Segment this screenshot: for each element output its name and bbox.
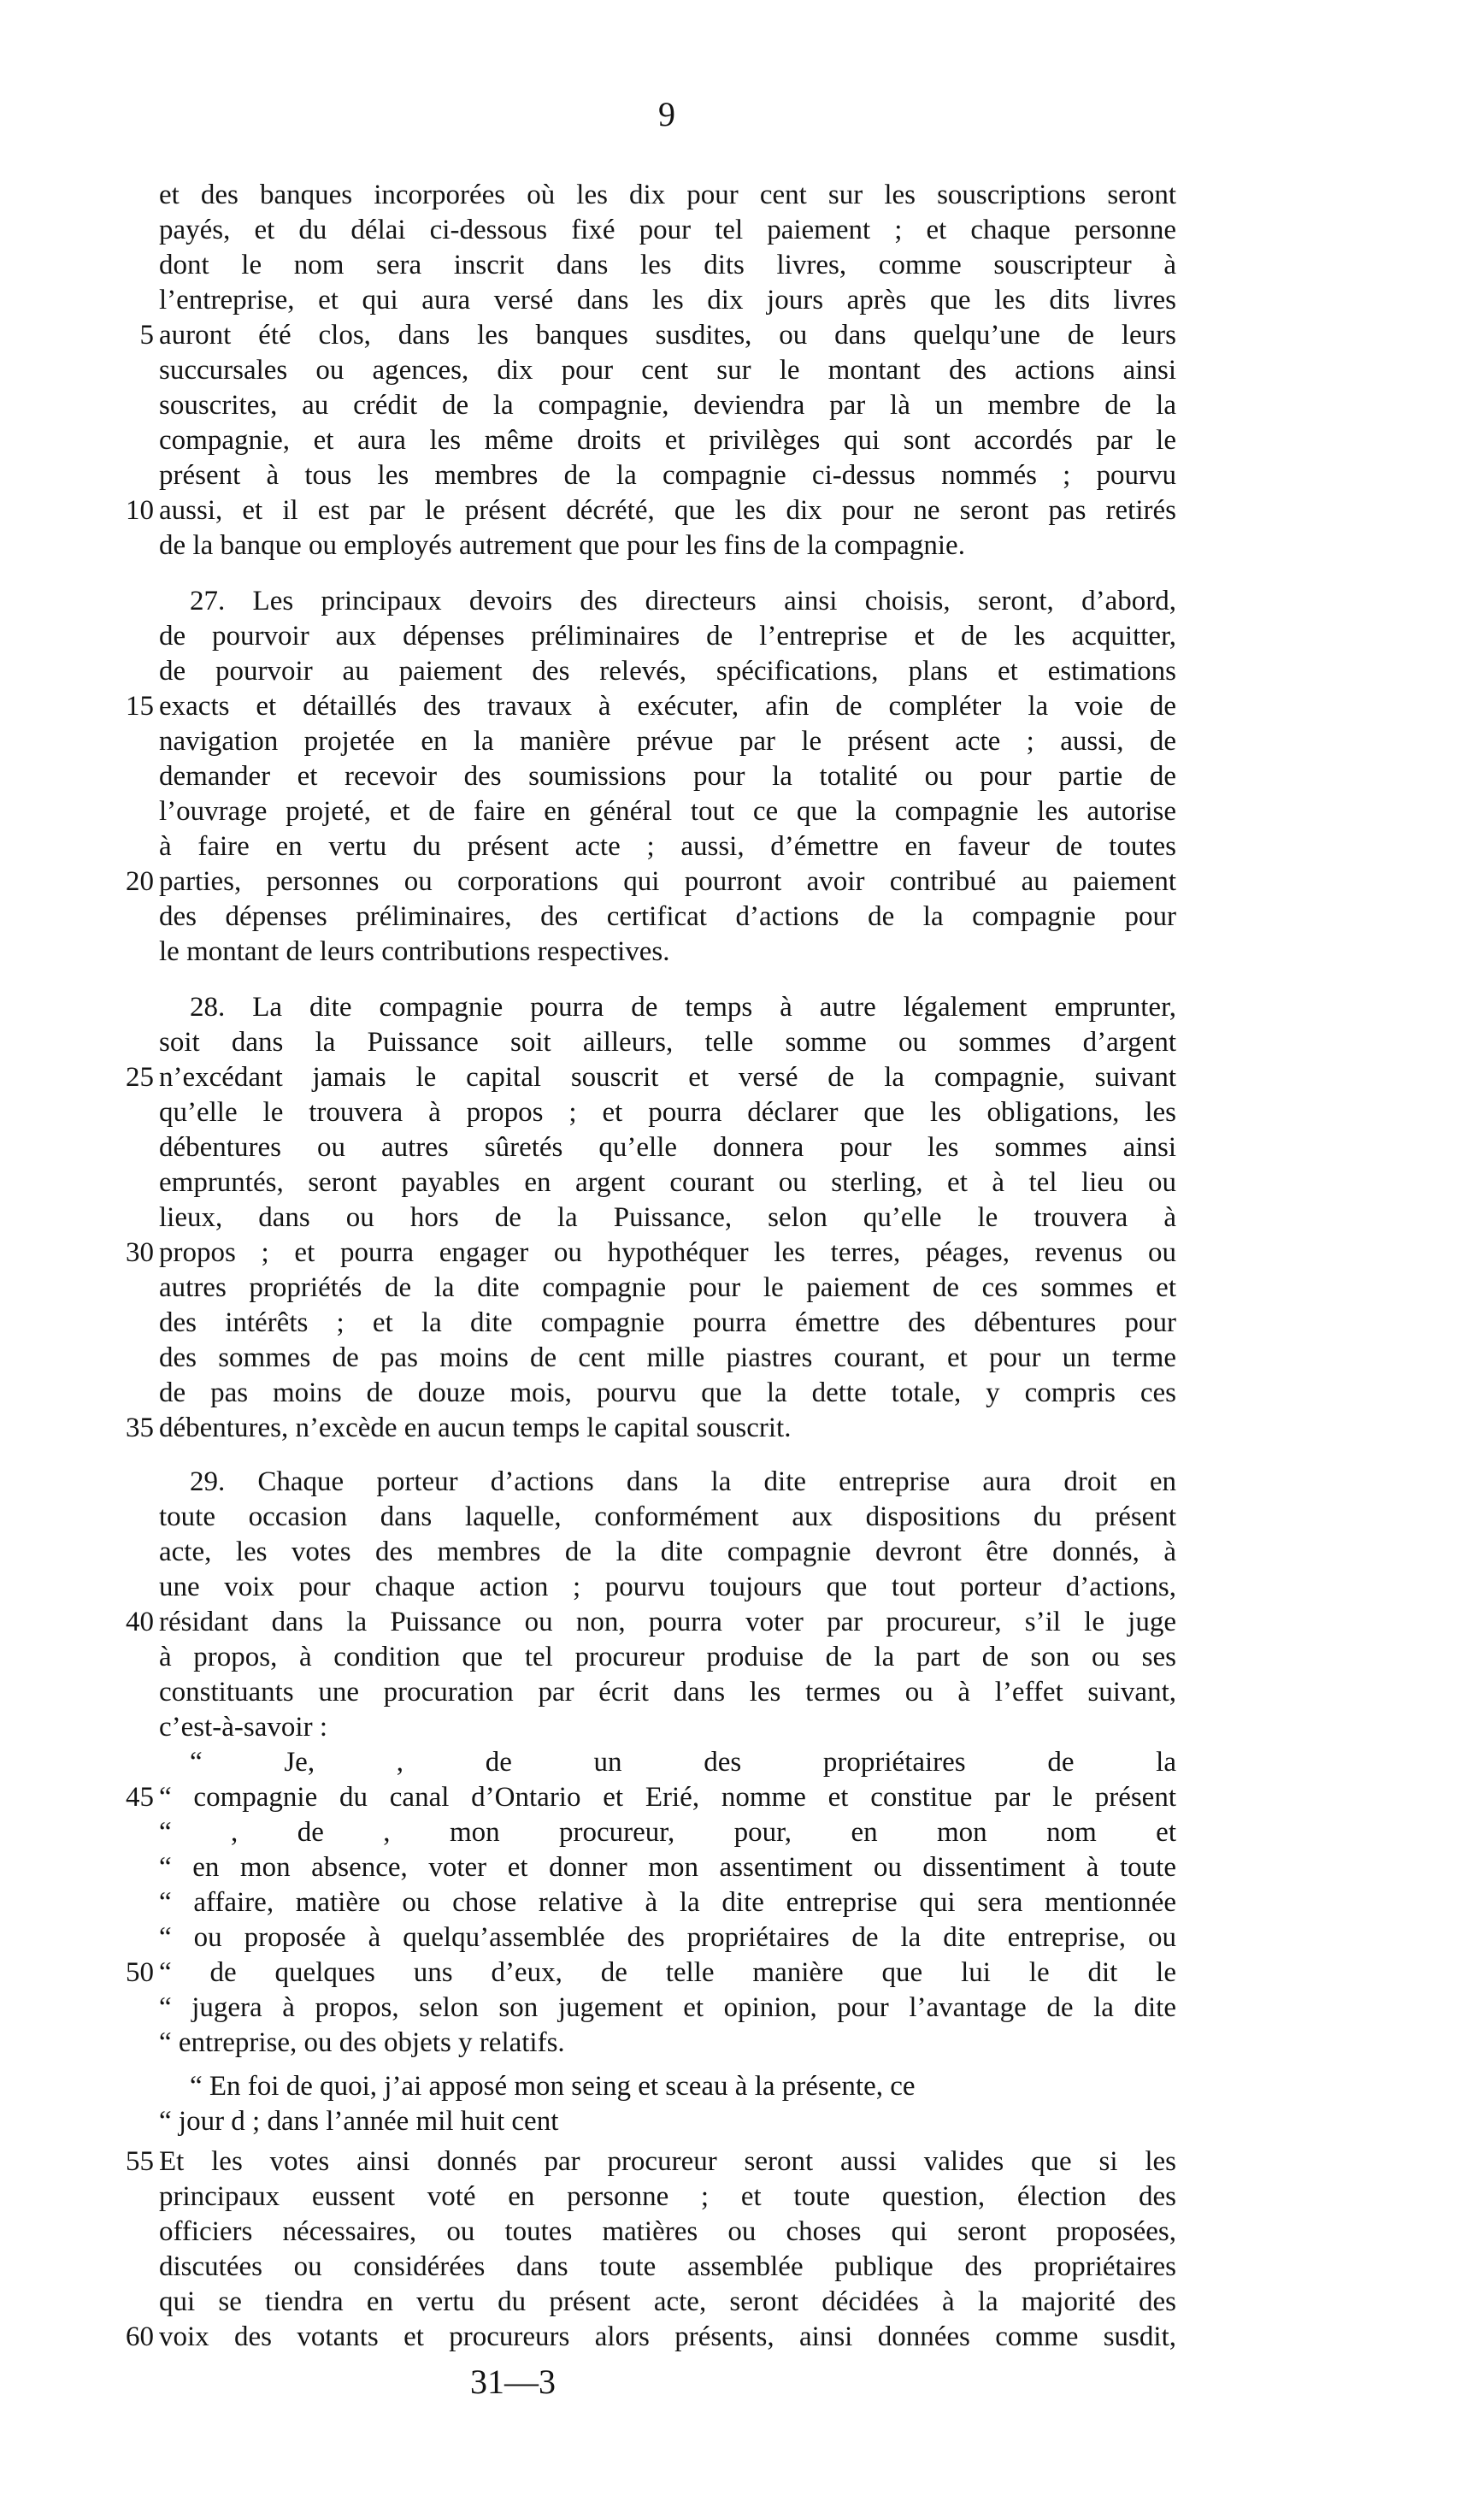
text-line: une voix pour chaque action ; pourvu toujours que tout porteur d’actions, (159, 1572, 1176, 1602)
text-line: c’est-à-savoir : (159, 1712, 327, 1743)
text-line: “ En foi de quoi, j’ai apposé mon seing et sceau à la présente, ce (190, 2071, 916, 2102)
text-line: voix des votants et procureurs alors présents, ainsi données comme susdit, (159, 2321, 1176, 2352)
text-line: présent à tous les membres de la compagnie ci-dessus nommés ; pourvu (159, 460, 1176, 491)
text-line: acte, les votes des membres de la dite compagnie devront être donnés, à (159, 1537, 1176, 1567)
text-line: discutées ou considérées dans toute assemblée publique des propriétaires (159, 2251, 1176, 2282)
text-line: “ jugera à propos, selon son jugement et opinion, pour l’avantage de la dite (159, 1992, 1176, 2023)
text-line: compagnie, et aura les même droits et privilèges qui sont accordés par le (159, 425, 1176, 456)
line-number: 30 (126, 1237, 154, 1268)
page-number: 9 (658, 95, 675, 133)
line-number: 5 (139, 320, 154, 351)
text-line: “ compagnie du canal d’Ontario et Erié, nomme et constitue par le présent (159, 1782, 1176, 1813)
text-line: souscrites, au crédit de la compagnie, deviendra par là un membre de la (159, 390, 1176, 421)
text-line: à faire en vertu du présent acte ; aussi, d’émettre en faveur de toutes (159, 831, 1176, 862)
text-line: succursales ou agences, dix pour cent sur le montant des actions ainsi (159, 355, 1176, 386)
line-number: 60 (126, 2321, 154, 2352)
text-line: “ en mon absence, voter et donner mon assentiment ou dissentiment à toute (159, 1852, 1176, 1883)
text-line: de pourvoir au paiement des relevés, spécifications, plans et estimations (159, 656, 1176, 687)
line-number: 40 (126, 1607, 154, 1637)
text-line: qui se tiendra en vertu du présent acte, seront décidées à la majorité des (159, 2286, 1176, 2317)
text-line: aussi, et il est par le présent décrété, que les dix pour ne seront pas retirés (159, 495, 1176, 526)
text-line: demander et recevoir des soumissions pour la totalité ou pour partie de (159, 761, 1176, 792)
text-line: parties, personnes ou corporations qui pourront avoir contribué au paiement (159, 866, 1176, 897)
text-line: lieux, dans ou hors de la Puissance, selon qu’elle le trouvera à (159, 1202, 1176, 1233)
text-line: des dépenses préliminaires, des certificat d’actions de la compagnie pour (159, 901, 1176, 932)
text-line: exacts et détaillés des travaux à exécuter, afin de compléter la voie de (159, 691, 1176, 722)
text-line: “ affaire, matière ou chose relative à la dite entreprise qui sera mentionnée (159, 1887, 1176, 1918)
text-line: empruntés, seront payables en argent courant ou sterling, et à tel lieu ou (159, 1167, 1176, 1198)
text-line: débentures ou autres sûretés qu’elle donnera pour les sommes ainsi (159, 1132, 1176, 1163)
line-number: 50 (126, 1957, 154, 1988)
text-line: constituants une procuration par écrit dans les termes ou à l’effet suivant, (159, 1677, 1176, 1708)
text-line: “ ou proposée à quelqu’assemblée des propriétaires de la dite entreprise, ou (159, 1922, 1176, 1953)
text-line: auront été clos, dans les banques susdites, ou dans quelqu’une de leurs (159, 320, 1176, 351)
text-line: de la banque ou employés autrement que pour les fins de la compagnie. (159, 530, 965, 561)
text-line: Et les votes ainsi donnés par procureur seront aussi valides que si les (159, 2146, 1176, 2177)
section-first-line: 29. Chaque porteur d’actions dans la dite entreprise aura droit en (190, 1466, 1176, 1497)
text-line: débentures, n’excède en aucun temps le capital souscrit. (159, 1413, 792, 1443)
text-line: de pas moins de douze mois, pourvu que la dette totale, y compris ces (159, 1377, 1176, 1408)
text-line: n’excédant jamais le capital souscrit et versé de la compagnie, suivant (159, 1062, 1176, 1093)
text-line: soit dans la Puissance soit ailleurs, telle somme ou sommes d’argent (159, 1027, 1176, 1058)
text-line: toute occasion dans laquelle, conformément aux dispositions du présent (159, 1501, 1176, 1532)
text-line: qu’elle le trouvera à propos ; et pourra déclarer que les obligations, les (159, 1097, 1176, 1128)
text-line: payés, et du délai ci-dessous fixé pour tel paiement ; et chaque personne (159, 215, 1176, 245)
text-line: “ entreprise, ou des objets y relatifs. (159, 2027, 565, 2058)
text-line: propos ; et pourra engager ou hypothéquer les terres, péages, revenus ou (159, 1237, 1176, 1268)
section-first-line: 27. Les principaux devoirs des directeurs ainsi choisis, seront, d’abord, (190, 586, 1176, 616)
text-line: l’ouvrage projeté, et de faire en général tout ce que la compagnie les autorise (159, 796, 1176, 827)
text-line: le montant de leurs contributions respectives. (159, 936, 670, 967)
text-line: résidant dans la Puissance ou non, pourra voter par procureur, s’il le juge (159, 1607, 1176, 1637)
line-number: 10 (126, 495, 154, 526)
line-number: 20 (126, 866, 154, 897)
text-line: l’entreprise, et qui aura versé dans les dix jours après que les dits livres (159, 285, 1176, 316)
text-line: des intérêts ; et la dite compagnie pourra émettre des débentures pour (159, 1307, 1176, 1338)
signature-mark: 31—3 (470, 2362, 556, 2401)
text-line: dont le nom sera inscrit dans les dits livres, comme souscripteur à (159, 250, 1176, 280)
line-number: 45 (126, 1782, 154, 1813)
text-line: “ , de , mon procureur, pour, en mon nom et (159, 1817, 1176, 1848)
text-line: navigation projetée en la manière prévue par le présent acte ; aussi, de (159, 726, 1176, 757)
line-number: 25 (126, 1062, 154, 1093)
text-line: des sommes de pas moins de cent mille piastres courant, et pour un terme (159, 1342, 1176, 1373)
text-line: autres propriétés de la dite compagnie pour le paiement de ces sommes et (159, 1272, 1176, 1303)
text-line: principaux eussent voté en personne ; et toute question, élection des (159, 2181, 1176, 2212)
text-line: “ de quelques uns d’eux, de telle manière que lui le dit le (159, 1957, 1176, 1988)
text-line: “ Je, , de un des propriétaires de la (190, 1747, 1176, 1778)
text-line: officiers nécessaires, ou toutes matières ou choses qui seront proposées, (159, 2216, 1176, 2247)
text-line: “ jour d ; dans l’année mil huit cent (159, 2106, 559, 2137)
text-line: à propos, à condition que tel procureur produise de la part de son ou ses (159, 1642, 1176, 1672)
line-number: 55 (126, 2146, 154, 2177)
text-line: de pourvoir aux dépenses préliminaires de l’entreprise et de les acquitter, (159, 621, 1176, 652)
line-number: 15 (126, 691, 154, 722)
section-first-line: 28. La dite compagnie pourra de temps à autre légalement emprunter, (190, 992, 1176, 1023)
line-number: 35 (126, 1413, 154, 1443)
text-line: et des banques incorporées où les dix pour cent sur les souscriptions seront (159, 180, 1176, 210)
